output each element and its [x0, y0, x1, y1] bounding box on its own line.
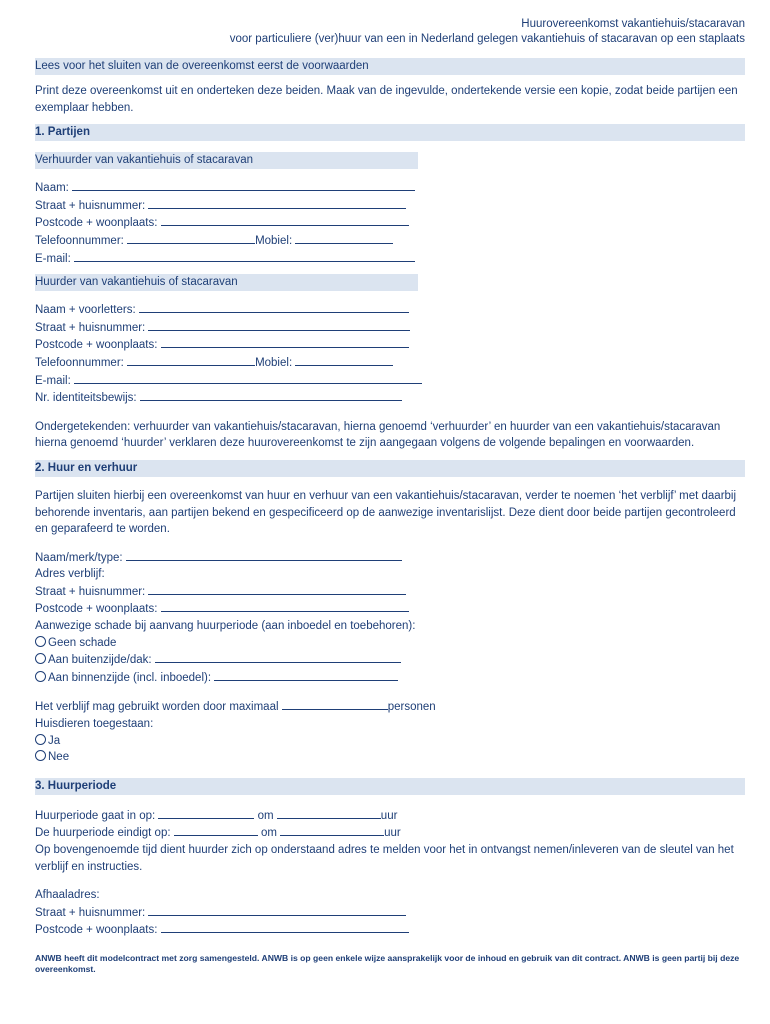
schade-buiten-row [35, 651, 745, 669]
verblijf-postcode-row [35, 600, 745, 618]
verhuurder-email-row [35, 250, 745, 268]
verhuurder-email-field[interactable] [74, 250, 415, 262]
eind-row [35, 824, 745, 842]
eind-label: De huurperiode eindigt op: [35, 827, 171, 840]
huurder-postcode-label: Postcode + woonplaats: [35, 339, 158, 352]
eind-time-field[interactable] [280, 824, 384, 836]
begin-date-field[interactable] [158, 807, 254, 819]
schade-buiten-radio[interactable] [35, 653, 46, 664]
huurperiode-text: Op bovengenoemde tijd dient huurder zich op onderstaand adres te melden voor het in ontvangst nemen/inleveren van de sleutel van het verblijf en instructies. [35, 844, 734, 873]
huurder-naam-field[interactable] [139, 301, 409, 313]
intro-text: Print deze overeenkomst uit en onderteken deze beiden. Maak van de ingevulde, ondertekende versie een kopie, zodat beide partijen een exemplaar hebben. [35, 85, 738, 114]
huurder-id-label: Nr. identiteitsbewijs: [35, 392, 137, 405]
afhaal-straat-label: Straat + huisnummer: [35, 906, 146, 919]
huurder-email-field[interactable] [74, 372, 422, 384]
verblijf-naam-label: Naam/merk/type: [35, 551, 123, 564]
verhuurder-naam-field[interactable] [72, 179, 415, 191]
afhaal-postcode-row [35, 921, 745, 939]
huurder-id-field[interactable] [140, 389, 402, 401]
schade-binnen-field[interactable] [214, 669, 398, 681]
huurder-postcode-field[interactable] [161, 336, 409, 348]
document-header [35, 17, 745, 47]
verhuurder-telefoon-field[interactable] [127, 232, 255, 244]
huurder-straat-field[interactable] [148, 319, 410, 331]
schade-buiten-field[interactable] [155, 651, 401, 663]
verblijf-postcode-field[interactable] [161, 600, 409, 612]
footer-disclaimer: ANWB heeft dit modelcontract met zorg samengesteld. ANWB is op geen enkele wijze aansprakelijk voor de inhoud en gebruik van dit contract. ANWB is geen partij bij deze overeenkomst. [35, 952, 740, 974]
schade-buiten-label: Aan buitenzijde/dak: [48, 654, 152, 667]
begin-row [35, 807, 745, 825]
verhuurder-naam-row [35, 179, 745, 197]
huur-text: Partijen sluiten hierbij een overeenkomst van huur en verhuur van een vakantiehuis/stacaravan, verder te noemen ‘het verblijf’ met daarbij behorende inventaris, aan partijen bekend en gespecificeerd op de aanwezige inventarislijst. Deze dient door beide partijen gecontroleerd en geparafeerd te worden. [35, 489, 737, 536]
huisdieren-nee-radio[interactable] [35, 750, 46, 761]
verhuurder-telefoon-row [35, 232, 745, 250]
verblijf-straat-field[interactable] [148, 583, 406, 595]
personen-label: personen [387, 701, 436, 714]
huurder-naam-row [35, 301, 745, 319]
verhuurder-postcode-field[interactable] [161, 214, 409, 226]
verhuurder-postcode-label: Postcode + woonplaats: [35, 217, 158, 230]
max-personen-field[interactable] [282, 698, 388, 710]
verhuurder-naam-label: Naam: [35, 182, 69, 195]
huurder-heading: Huurder van vakantiehuis of stacaravan [35, 274, 418, 291]
afhaal-postcode-field[interactable] [161, 921, 409, 933]
verblijf-naam-row [35, 549, 745, 567]
afhaal-straat-field[interactable] [148, 904, 406, 916]
eind-om-label: om [260, 827, 277, 840]
afhaal-straat-row [35, 904, 745, 922]
huurder-naam-label: Naam + voorletters: [35, 304, 136, 317]
begin-label: Huurperiode gaat in op: [35, 809, 156, 822]
huisdieren-ja-row [35, 733, 745, 750]
verhuurder-straat-row [35, 197, 745, 215]
verhuurder-postcode-row [35, 214, 745, 232]
schade-geen-row [35, 635, 745, 652]
schade-binnen-row [35, 669, 745, 687]
verhuurder-email-label: E-mail: [35, 252, 71, 265]
section-2-title: 2. Huur en verhuur [35, 460, 745, 477]
afhaal-label: Afhaaladres: [35, 889, 100, 902]
document-title: Huurovereenkomst vakantiehuis/stacaravan [521, 18, 745, 30]
max-personen-label: Het verblijf mag gebruikt worden door maximaal [35, 701, 279, 714]
eind-uur-label: uur [384, 827, 401, 840]
huisdieren-nee-row [35, 749, 745, 766]
eind-date-field[interactable] [174, 824, 258, 836]
verblijf-straat-row [35, 583, 745, 601]
partijen-text: Ondergetekenden: verhuurder van vakantiehuis/stacaravan, hierna genoemd ‘verhuurder’ en huurder van een vakantiehuis/stacaravan hierna genoemd ‘huurder’ verklaren deze huurovereenkomst te zijn aangegaan volgens de volgende bepalingen en voorwaarden. [35, 420, 721, 450]
verhuurder-straat-field[interactable] [148, 197, 406, 209]
max-personen-row [35, 698, 745, 716]
huurder-telefoon-row [35, 354, 745, 372]
huurder-email-label: E-mail: [35, 374, 71, 387]
huurder-email-row [35, 372, 745, 390]
verblijf-straat-label: Straat + huisnummer: [35, 585, 146, 598]
verhuurder-telefoon-label: Telefoonnummer: [35, 234, 124, 247]
schade-label: Aanwezige schade bij aanvang huurperiode (aan inboedel en toebehoren): [35, 620, 416, 633]
huurder-id-row [35, 389, 745, 407]
huisdieren-ja-label: Ja [48, 734, 61, 747]
begin-om-label: om [257, 809, 274, 822]
huurder-straat-label: Straat + huisnummer: [35, 321, 146, 334]
schade-binnen-label: Aan binnenzijde (incl. inboedel): [48, 671, 212, 684]
schade-geen-label: Geen schade [48, 636, 117, 649]
document-page [35, 0, 745, 975]
huurder-straat-row [35, 319, 745, 337]
huurder-telefoon-field[interactable] [127, 354, 255, 366]
verhuurder-heading: Verhuurder van vakantiehuis of stacaravan [35, 152, 418, 169]
verhuurder-straat-label: Straat + huisnummer: [35, 199, 146, 212]
section-3-title: 3. Huurperiode [35, 778, 745, 795]
huurder-mobiel-label: Mobiel: [255, 356, 293, 369]
huisdieren-ja-radio[interactable] [35, 734, 46, 745]
verblijf-adres-label: Adres verblijf: [35, 568, 105, 581]
huisdieren-label: Huisdieren toegestaan: [35, 718, 154, 731]
begin-uur-label: uur [380, 809, 398, 822]
verhuurder-mobiel-label: Mobiel: [255, 234, 293, 247]
verblijf-naam-field[interactable] [126, 549, 402, 561]
schade-binnen-radio[interactable] [35, 671, 46, 682]
schade-geen-radio[interactable] [35, 636, 46, 647]
verhuurder-mobiel-field[interactable] [295, 232, 393, 244]
document-subtitle: voor particuliere (ver)huur van een in Nederland gelegen vakantiehuis of stacaravan op een staplaats [229, 33, 745, 45]
huurder-telefoon-label: Telefoonnummer: [35, 356, 124, 369]
intro-bar: Lees voor het sluiten van de overeenkomst eerst de voorwaarden [35, 58, 745, 75]
section-1-title: 1. Partijen [35, 124, 745, 141]
verblijf-postcode-label: Postcode + woonplaats: [35, 603, 158, 616]
huisdieren-nee-label: Nee [48, 751, 70, 764]
huurder-postcode-row [35, 336, 745, 354]
afhaal-postcode-label: Postcode + woonplaats: [35, 924, 158, 937]
begin-time-field[interactable] [277, 807, 381, 819]
huurder-mobiel-field[interactable] [295, 354, 393, 366]
